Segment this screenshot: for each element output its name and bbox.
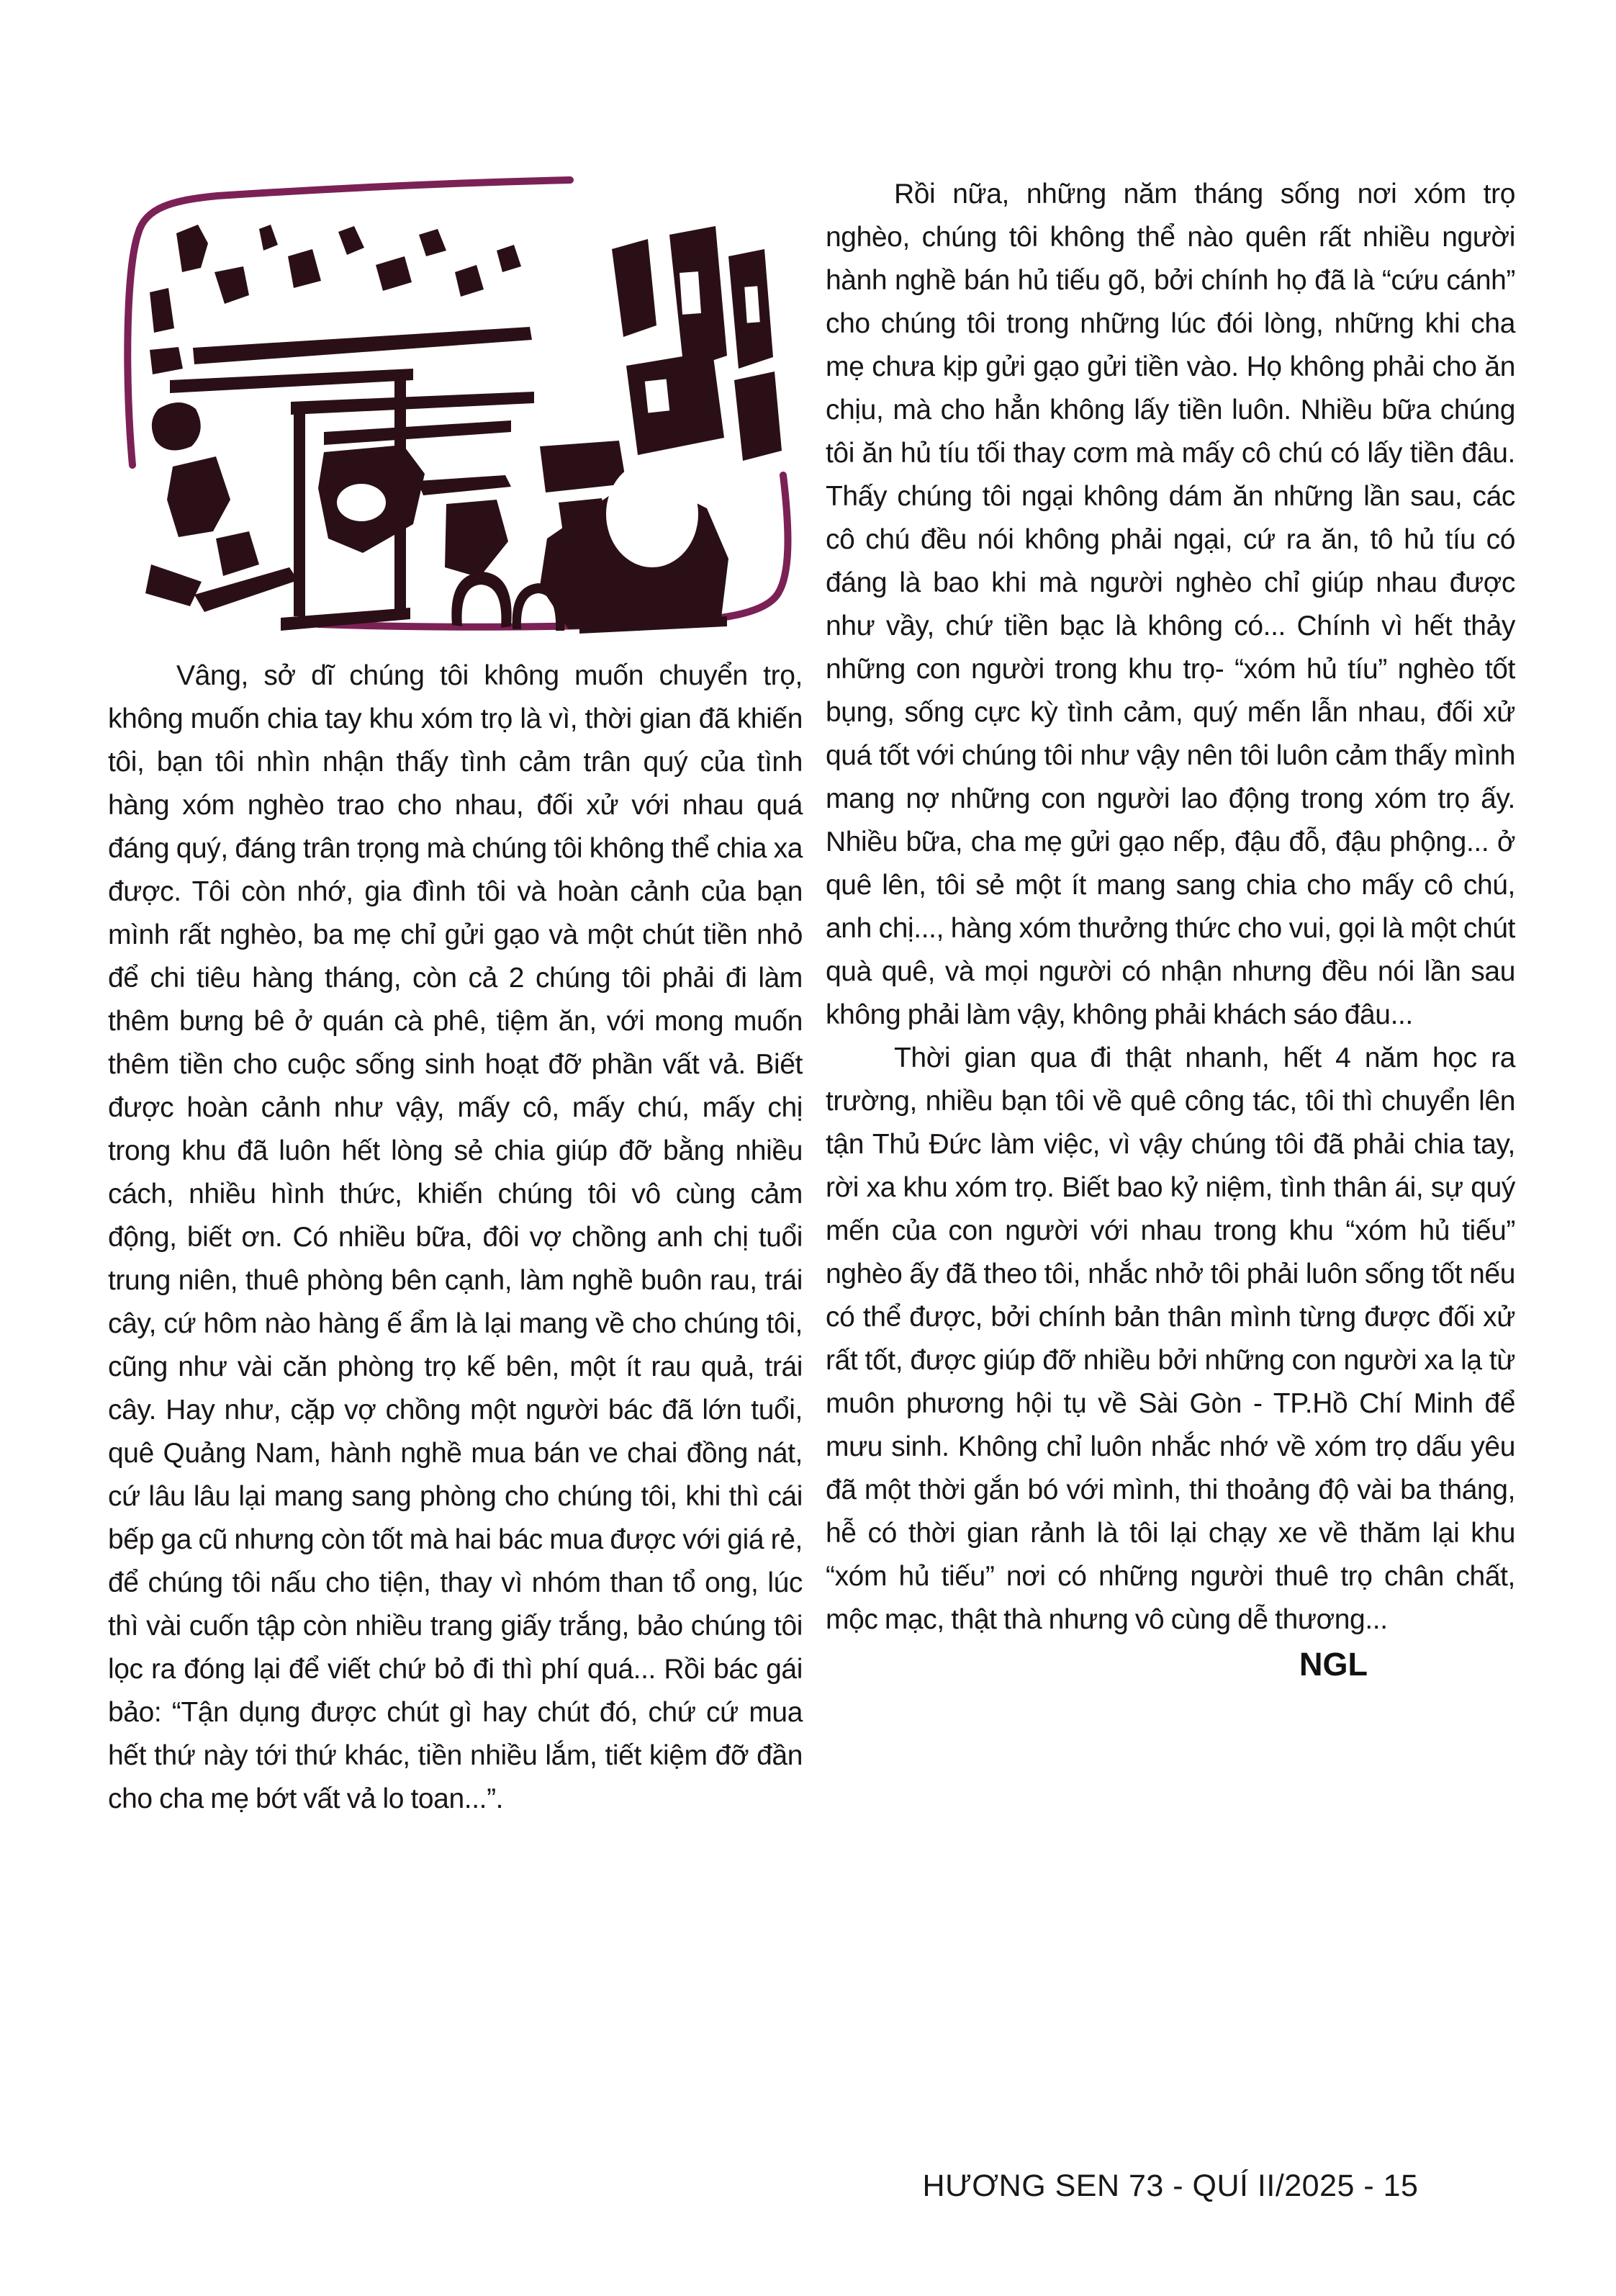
street-scene-sketch-svg — [108, 164, 803, 636]
author-signature: NGL — [1299, 1646, 1368, 1683]
page-footer: HƯƠNG SEN 73 - QUÍ II/2025 - 15 — [922, 2169, 1419, 2203]
street-scene-illustration — [108, 164, 803, 636]
left-column-paragraph: Vâng, sở dĩ chúng tôi không muốn chuyển trọ, không muốn chia tay khu xóm trọ là vì, thời gian đã khiến tôi, bạn tôi nhìn nhận thấy tình cảm trân quý của tình hàng xóm nghèo trao cho nhau, đối xử với nhau quá đáng quý, đáng trân trọng mà chúng tôi không thể chia xa được. Tôi còn nhớ, gia đình tôi và hoàn cảnh của bạn mình rất nghèo, ba mẹ chỉ gửi gạo và một chút tiền nhỏ để chi tiêu hàng tháng, còn cả 2 chúng tôi phải đi làm thêm bưng bê ở quán cà phê, tiệm ăn, với mong muốn thêm tiền cho cuộc sống sinh hoạt đỡ phần vất vả. Biết được hoàn cảnh như vậy, mấy cô, mấy chú, mấy chị trong khu đã luôn hết lòng sẻ chia giúp đỡ bằng nhiều cách, nhiều hình thức, khiến chúng tôi vô cùng cảm động, biết ơn. Có nhiều bữa, đôi vợ chồng anh chị tuổi trung niên, thuê phòng bên cạnh, làm nghề buôn rau, trái cây, cứ hôm nào hàng ế ẩm là lại mang về cho chúng tôi, cũng như vài căn phòng trọ kế bên, một ít rau quả, trái cây. Hay như, cặp vợ chồng một người bác đã lớn tuổi, quê Quảng Nam, hành nghề mua bán ve chai đồng nát, cứ lâu lâu lại mang sang phòng cho chúng tôi, khi thì cái bếp ga cũ nhưng còn tốt mà hai bác mua được với giá rẻ, để chúng tôi nấu cho tiện, thay vì nhóm than tổ ong, lúc thì vài cuốn tập còn nhiều trang giấy trắng, bảo chúng tôi lọc ra đóng lại để viết chứ bỏ đi thì phí quá... Rồi bác gái bảo: “Tận dụng được chút gì hay chút đó, chứ cứ mua hết thứ này tới thứ khác, tiền nhiều lắm, tiết kiệm đỡ đần cho cha mẹ bớt vất vả lo toan...”. — [108, 660, 803, 1814]
right-column — [826, 173, 1515, 1688]
right-column-paragraph-2: Thời gian qua đi thật nhanh, hết 4 năm học ra trường, nhiều bạn tôi về quê công tác, tôi thì chuyển lên tận Thủ Đức làm việc, vì vậy chúng tôi đã phải chia tay, rời xa khu xóm trọ. Biết bao kỷ niệm, tình thân ái, sự quý mến của con người với nhau trong khu “xóm hủ tiếu” nghèo ấy đã theo tôi, nhắc nhở tôi phải luôn sống tốt nếu có thể được, bởi chính bản thân mình từng được đối xử rất tốt, được giúp đỡ nhiều bởi những con người xa lạ từ muôn phương hội tụ về Sài Gòn - TP.Hồ Chí Minh để mưu sinh. Không chỉ luôn nhắc nhớ về xóm trọ dấu yêu đã một thời gắn bó với mình, thi thoảng độ vài ba tháng, hễ có thời gian rảnh là tôi lại chạy xe về thăm lại khu “xóm hủ tiếu” nơi có những người thuê trọ chân chất, mộc mạc, thật thà nhưng vô cùng dễ thương... — [826, 1043, 1515, 1635]
right-column-paragraph-1: Rồi nữa, những năm tháng sống nơi xóm trọ nghèo, chúng tôi không thể nào quên rất nhiều người hành nghề bán hủ tiếu gõ, bởi chính họ đã là “cứu cánh” cho chúng tôi trong những lúc đói lòng, những khi cha mẹ chưa kịp gửi gạo gửi tiền vào. Họ không phải cho ăn chịu, mà cho hẳn không lấy tiền luôn. Nhiều bữa chúng tôi ăn hủ tíu tối thay cơm mà mấy cô chú có lấy tiền đâu. Thấy chúng tôi ngại không dám ăn những lần sau, các cô chú đều nói không phải ngại, cứ ra ăn, tô hủ tíu có đáng là bao khi mà người nghèo chỉ giúp nhau được như vầy, chứ tiền bạc là không có... Chính vì hết thảy những con người trong khu trọ- “xóm hủ tíu” nghèo tốt bụng, sống cực kỳ tình cảm, quý mến lẫn nhau, đối xử quá tốt với chúng tôi như vậy nên tôi luôn cảm thấy mình mang nợ những con người lao động trong xóm trọ ấy. Nhiều bữa, cha mẹ gửi gạo nếp, đậu đỗ, đậu phộng... ở quê lên, tôi sẻ một ít mang sang chia cho mấy cô chú, anh chị..., hàng xóm thưởng thức cho vui, gọi là một chút quà quê, và mọi người có nhận nhưng đều nói lần sau không phải làm vậy, không phải khách sáo đâu... — [826, 179, 1515, 1030]
left-column — [108, 164, 803, 1821]
